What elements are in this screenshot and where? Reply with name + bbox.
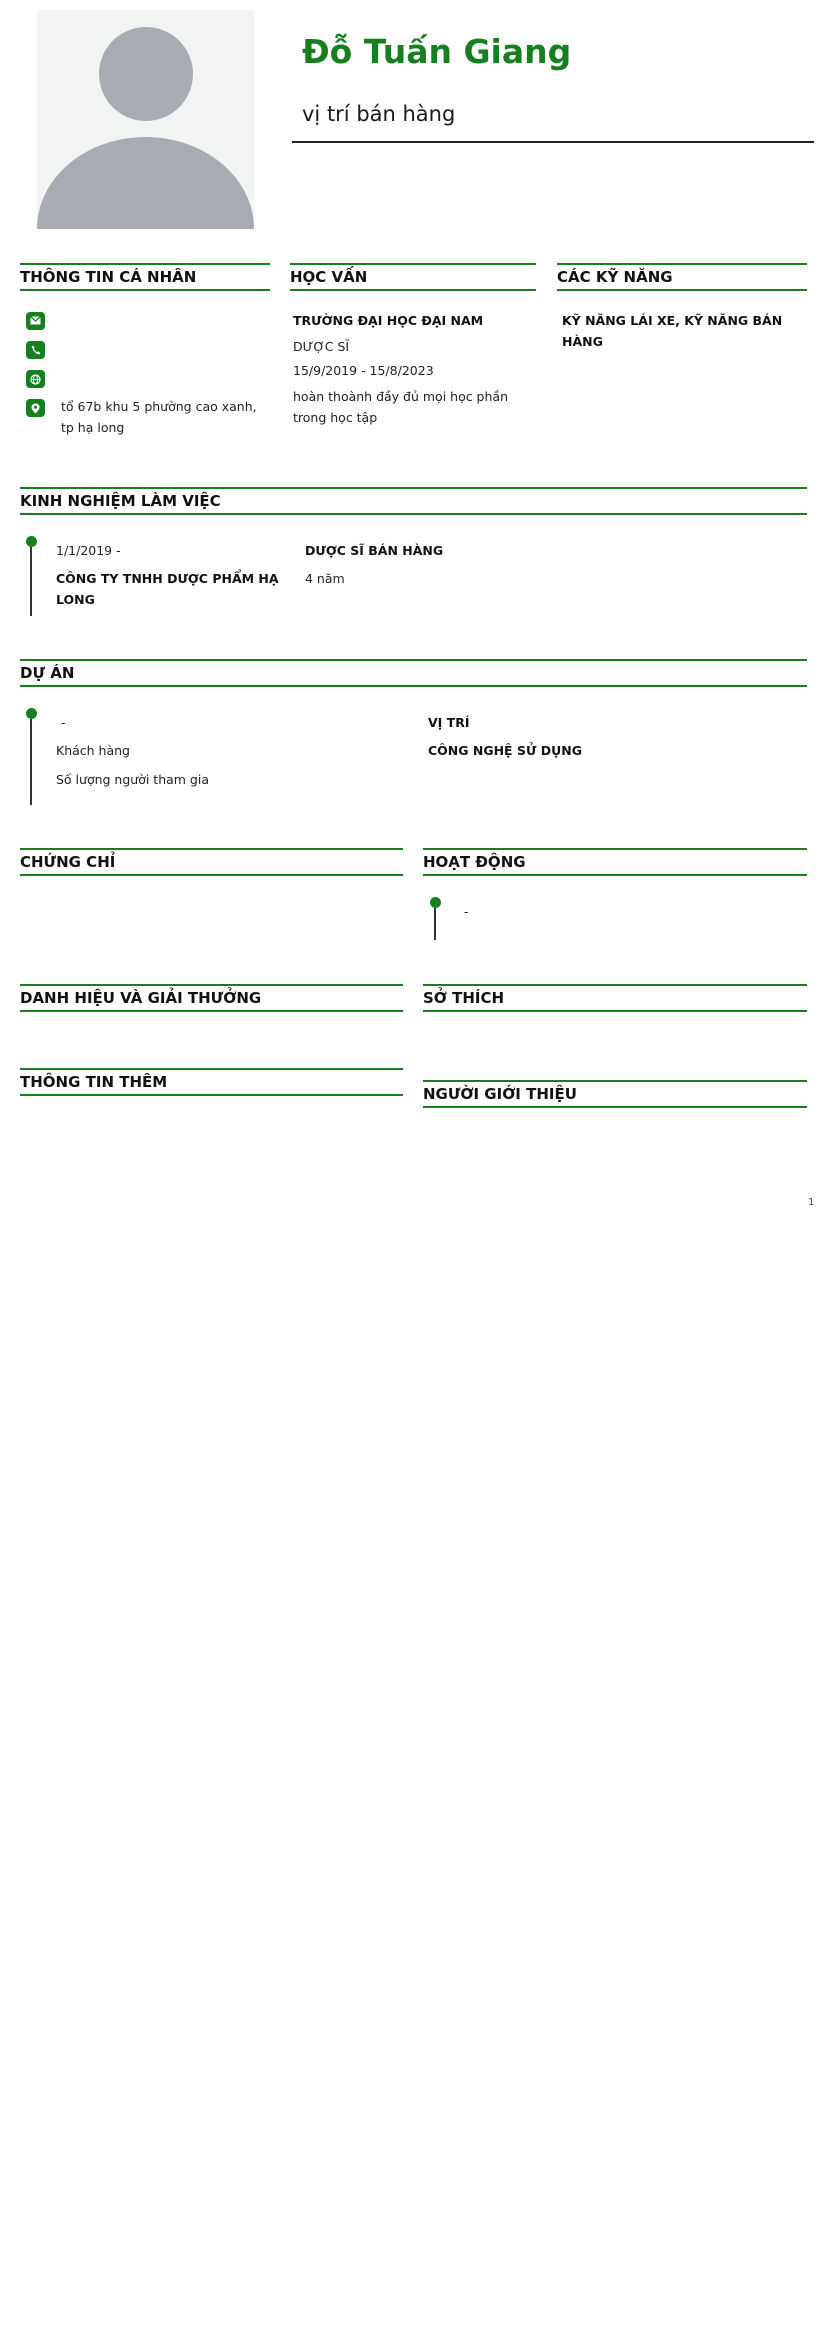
experience-period: 1/1/2019 - <box>56 543 121 558</box>
timeline-line <box>434 908 436 940</box>
globe-icon <box>26 370 45 388</box>
contact-address: tổ 67b khu 5 phường cao xanh, tp hạ long <box>61 399 257 435</box>
project-members-label: Số lượng người tham gia <box>56 772 210 787</box>
timeline-dot <box>430 897 441 908</box>
experience-description: 4 năm <box>305 571 345 586</box>
education-school: TRƯỜNG ĐẠI HỌC ĐẠI NAM <box>293 313 484 328</box>
timeline-line <box>30 547 32 616</box>
skills-text: KỸ NĂNG LÁI XE, KỸ NĂNG BÁN HÀNG <box>562 313 783 349</box>
timeline-dot <box>26 708 37 719</box>
candidate-name: Đỗ Tuấn Giang <box>302 32 572 71</box>
avatar-body <box>37 137 254 229</box>
section-rule-bottom <box>290 289 536 291</box>
project-client-label: Khách hàng <box>56 743 130 758</box>
candidate-position: vị trí bán hàng <box>302 102 456 126</box>
timeline-dot <box>26 536 37 547</box>
envelope-icon <box>26 312 45 330</box>
section-rule-bottom <box>423 1010 807 1012</box>
header-divider <box>292 141 814 143</box>
section-title-additional-info: THÔNG TIN THÊM <box>20 1073 168 1091</box>
section-rule-top <box>20 848 403 850</box>
project-role-label: VỊ TRÍ <box>428 715 470 730</box>
section-rule-top <box>20 659 807 661</box>
map-pin-icon <box>26 399 45 417</box>
phone-icon <box>26 341 45 359</box>
section-title-certificates: CHỨNG CHỈ <box>20 853 116 871</box>
section-rule-top <box>423 848 807 850</box>
section-rule-bottom <box>20 685 807 687</box>
activity-period: - <box>464 904 469 919</box>
section-title-hobbies: SỞ THÍCH <box>423 989 505 1007</box>
section-rule-top <box>20 984 403 986</box>
section-title-references: NGƯỜI GIỚI THIỆU <box>423 1085 577 1103</box>
section-title-experience: KINH NGHIỆM LÀM VIỆC <box>20 492 221 510</box>
section-rule-bottom <box>20 289 270 291</box>
education-major: DƯỢC SĨ <box>293 339 350 354</box>
section-title-skills: CÁC KỸ NĂNG <box>557 268 673 286</box>
section-rule-bottom <box>20 874 403 876</box>
timeline-line <box>30 719 32 805</box>
section-rule-bottom <box>20 513 807 515</box>
section-title-awards: DANH HIỆU VÀ GIẢI THƯỞNG <box>20 989 262 1007</box>
experience-role: DƯỢC SĨ BÁN HÀNG <box>305 543 444 558</box>
section-rule-top <box>290 263 536 265</box>
section-title-personal-info: THÔNG TIN CÁ NHÂN <box>20 268 197 286</box>
section-rule-top <box>20 1068 403 1070</box>
project-tech-label: CÔNG NGHỆ SỬ DỤNG <box>428 743 582 758</box>
section-title-education: HỌC VẤN <box>290 268 368 286</box>
section-title-activities: HOẠT ĐỘNG <box>423 853 526 871</box>
education-description: hoàn thoành đầy đủ mọi học phần trong học tập <box>293 389 508 425</box>
section-title-projects: DỰ ÁN <box>20 664 75 682</box>
section-rule-bottom <box>423 1106 807 1108</box>
page-number: 1 <box>808 1197 815 1208</box>
avatar-head <box>99 27 193 121</box>
section-rule-top <box>20 487 807 489</box>
section-rule-top <box>20 263 270 265</box>
section-rule-bottom <box>20 1010 403 1012</box>
section-rule-bottom <box>557 289 807 291</box>
section-rule-bottom <box>423 874 807 876</box>
section-rule-bottom <box>20 1094 403 1096</box>
section-rule-top <box>423 1080 807 1082</box>
section-rule-top <box>557 263 807 265</box>
avatar <box>37 10 254 229</box>
project-period: - <box>61 715 66 730</box>
experience-company: CÔNG TY TNHH DƯỢC PHẨM HẠ LONG <box>56 571 279 607</box>
education-period: 15/9/2019 - 15/8/2023 <box>293 363 434 378</box>
section-rule-top <box>423 984 807 986</box>
